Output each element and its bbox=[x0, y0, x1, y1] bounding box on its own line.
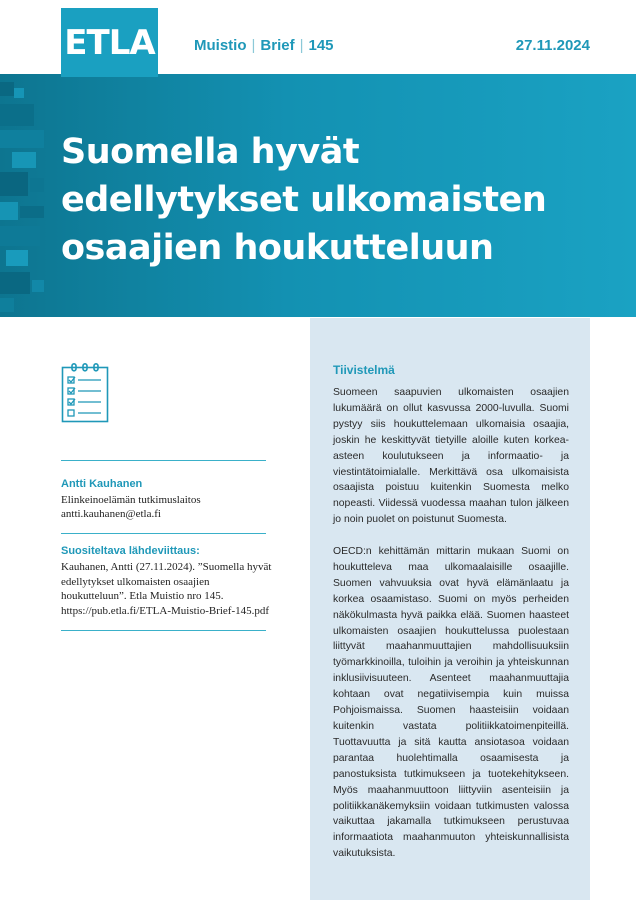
etla-logo bbox=[61, 8, 158, 77]
summary-paragraph: Suomeen saapuvien ulkomaisten osaajien lukumäärä on ollut kasvussa 2000-luvulla. Suomi pystyy siis houkuttelemaan ulkomaisia osaajia, joskin he keskittyvät tietyille aloille kuten korkea-asteen koulutukseen ja informaatio- ja viestintätoimialalle. Merkittävä osa ulkomaisista osaajista poistuu kuitenkin Suomesta melko nopeasti. Viidessä vuodessa maahan tulon jälkeen jo noin puolet on poistunut Suomesta. bbox=[333, 387, 569, 526]
author-email: antti.kauhanen@etla.fi bbox=[61, 508, 161, 520]
divider bbox=[61, 630, 266, 631]
series-muistio: Muistio bbox=[194, 37, 247, 54]
divider bbox=[61, 533, 266, 534]
divider bbox=[61, 460, 266, 461]
summary-paragraph: OECD:n kehittämän mittarin mukaan Suomi on houkutteleva maa ulkomaalaisille osaajille. Suomen vahvuuksia ovat hyvä elämänlaatu ja korkea osaamistaso. Suomi on myös perheiden näkökulmasta hyvä paikka elää. Suomen haasteet ulkomaisten osaajien houkuttelussa puolestaan liittyvät maahanmuuttajien mahdollisuuksiin työmarkkinoilla, tuloihin ja veroihin ja yhteiskunnan inklusiivisuuteen. Asenteet maahanmuuttajia kohtaan ovat negatiivisempia kuin muissa Pohjoismaissa. Suomen haasteisiin voidaan kuitenkin vastata politiikkatoimenpiteillä. Tuottavuutta ja sitä kautta ansiotasoa voidaan parantaa huolehtimalla osaamisesta ja panostuksista tutkimukseen ja tuotekehitykseen. Myös maahanmuuttoon liittyviin asenteisiin ja politiikkanäkemyksiin voidaan tutkimusten valossa vaikuttaa jakamalla tutkimukseen perustuvaa informaatiota maahanmuuton yhteiskunnallisista vaikutuksista. bbox=[333, 546, 569, 860]
publication-date: 27.11.2024 bbox=[515, 37, 590, 54]
document-title: Suomella hyvät edellytykset ulkomaisten osaajien houkutteluun bbox=[61, 132, 547, 268]
summary-heading: Tiivistelmä bbox=[333, 363, 395, 377]
separator: | bbox=[299, 37, 304, 54]
logo-text: ETLA bbox=[64, 22, 155, 63]
checklist-clipboard-icon bbox=[61, 363, 109, 427]
citation-heading: Suositeltava lähdeviittaus: bbox=[61, 545, 200, 557]
author-name: Antti Kauhanen bbox=[61, 478, 143, 490]
publication-series bbox=[194, 37, 334, 54]
citation-text: Kauhanen, Antti (27.11.2024). ”Suomella hyvät edellytykset ulkomaisten osaajien houkutteluun”. Etla Muistio nro 145. https://pub.etla.fi/ETLA-Muistio-Brief-145.pdf bbox=[61, 561, 272, 617]
series-brief: Brief bbox=[260, 37, 295, 54]
author-organization: Elinkeinoelämän tutkimuslaitos bbox=[61, 494, 201, 506]
separator: | bbox=[251, 37, 256, 54]
series-number: 145 bbox=[308, 37, 334, 54]
summary-body bbox=[333, 385, 569, 878]
